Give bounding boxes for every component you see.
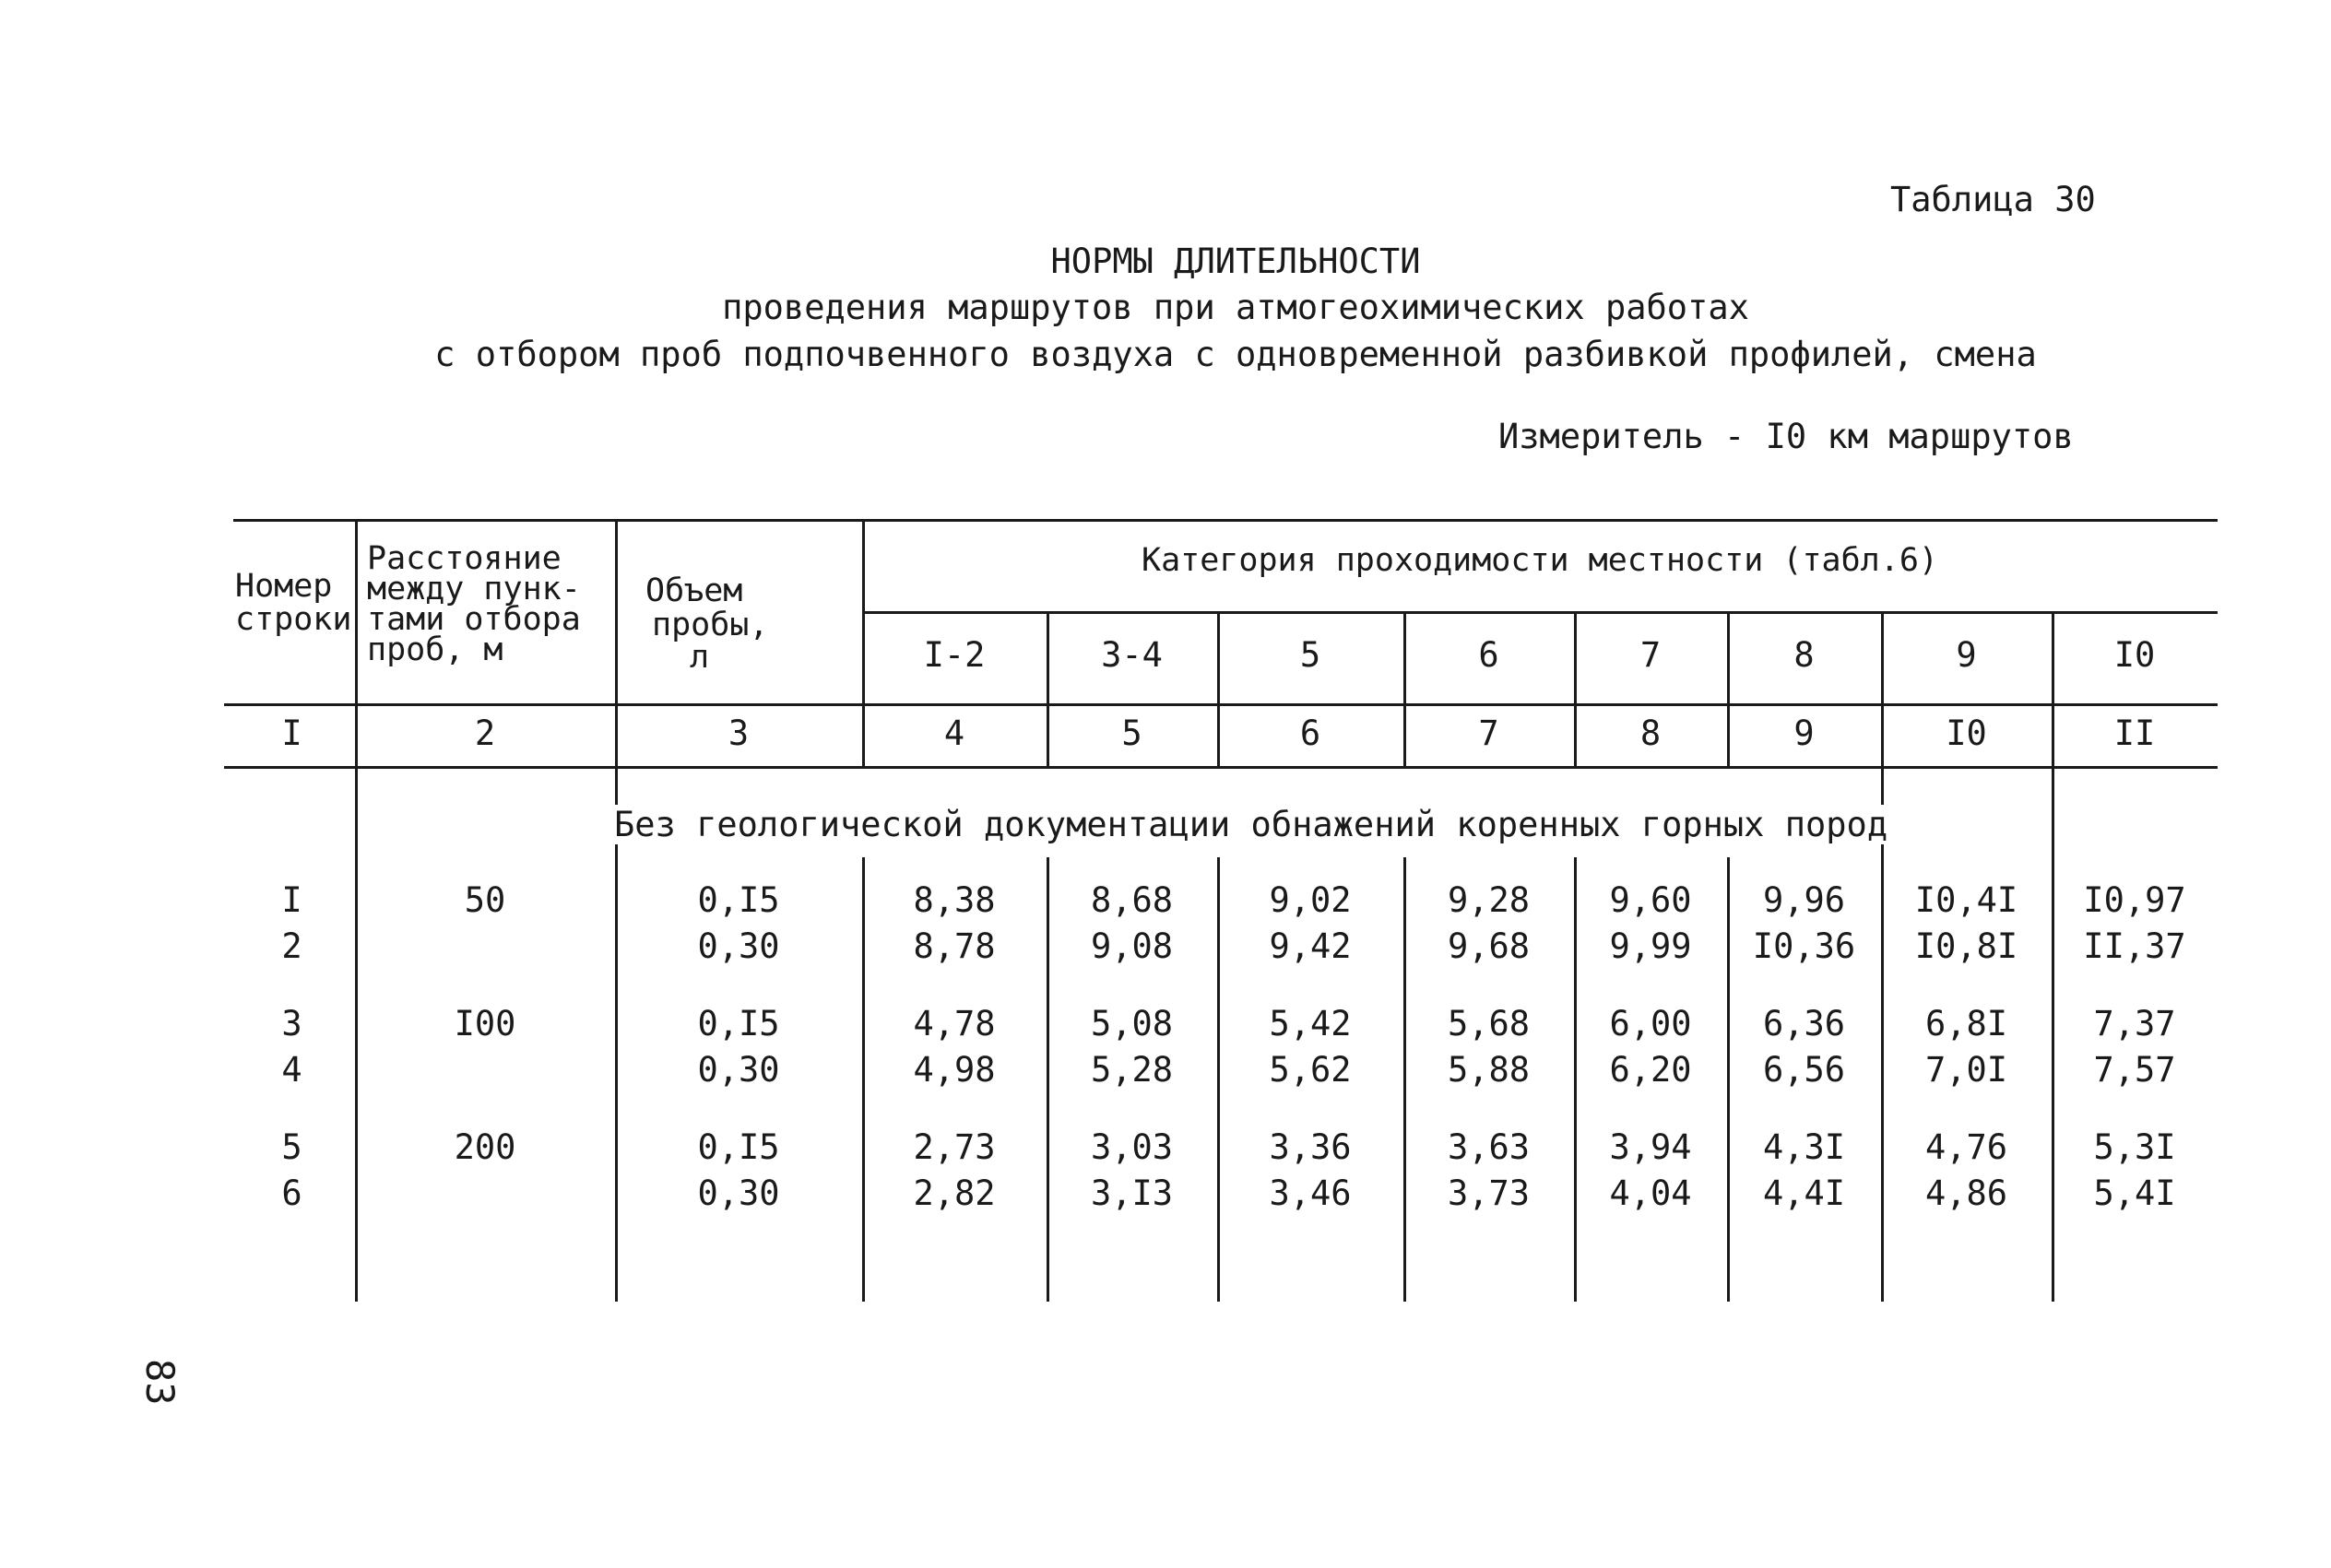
table-cell: 5,08 bbox=[1090, 1004, 1174, 1043]
header-category: 9 bbox=[1956, 635, 1977, 675]
header-category: I-2 bbox=[923, 635, 986, 675]
row-volume: 0,I5 bbox=[697, 1004, 780, 1043]
column-number: I bbox=[281, 713, 302, 753]
page-number: 83 bbox=[137, 1359, 183, 1406]
header-volume: л bbox=[690, 639, 710, 676]
header-volume: Объем bbox=[645, 572, 743, 609]
table-cell: 7,57 bbox=[2093, 1050, 2176, 1090]
column-number: 9 bbox=[1793, 713, 1815, 753]
row-number: 5 bbox=[281, 1127, 302, 1167]
row-volume: 0,30 bbox=[697, 926, 780, 966]
table-cell: 3,94 bbox=[1609, 1127, 1692, 1167]
table-cell: 3,36 bbox=[1269, 1127, 1352, 1167]
table-cell: 6,00 bbox=[1609, 1004, 1692, 1043]
table-cell: II,37 bbox=[2083, 926, 2186, 966]
header-category: 8 bbox=[1793, 635, 1815, 675]
table-cell: I0,4I bbox=[1914, 880, 2018, 920]
table-cell: 9,02 bbox=[1269, 880, 1352, 920]
row-volume: 0,I5 bbox=[697, 880, 780, 920]
table-cell: 5,68 bbox=[1447, 1004, 1531, 1043]
row-number: I bbox=[281, 880, 302, 920]
table-cell: 3,73 bbox=[1447, 1173, 1531, 1213]
column-number: 4 bbox=[943, 713, 965, 753]
document-title: НОРМЫ ДЛИТЕЛЬНОСТИ bbox=[1050, 242, 1421, 281]
table-cell: 3,46 bbox=[1269, 1173, 1352, 1213]
table-cell: 9,60 bbox=[1609, 880, 1692, 920]
header-volume: пробы, bbox=[652, 607, 769, 643]
column-number: 7 bbox=[1478, 713, 1499, 753]
column-number: 3 bbox=[728, 713, 750, 753]
header-category: 5 bbox=[1299, 635, 1321, 675]
header-distance: Расстояние bbox=[367, 540, 562, 577]
table-cell: 3,03 bbox=[1090, 1127, 1174, 1167]
row-volume: 0,I5 bbox=[697, 1127, 780, 1167]
row-distance: 200 bbox=[454, 1127, 516, 1167]
header-bottom-rule bbox=[224, 703, 2218, 706]
table-cell: 7,0I bbox=[1924, 1050, 2008, 1090]
header-category-group: Категория проходимости местности (табл.6) bbox=[1142, 542, 1938, 579]
table-top-rule bbox=[233, 519, 2218, 522]
table-cell: 5,88 bbox=[1447, 1050, 1531, 1090]
table-cell: 4,4I bbox=[1762, 1173, 1846, 1213]
table-cell: 7,37 bbox=[2093, 1004, 2176, 1043]
table-cell: 4,04 bbox=[1609, 1173, 1692, 1213]
table-cell: 5,62 bbox=[1269, 1050, 1352, 1090]
row-volume: 0,30 bbox=[697, 1050, 780, 1090]
category-subheader-rule bbox=[862, 611, 2218, 614]
table-cell: 9,68 bbox=[1447, 926, 1531, 966]
row-distance: I00 bbox=[454, 1004, 516, 1043]
table-cell: 9,28 bbox=[1447, 880, 1531, 920]
table-cell: 4,98 bbox=[913, 1050, 996, 1090]
column-number: 2 bbox=[474, 713, 496, 753]
header-category: I0 bbox=[2113, 635, 2156, 675]
table-cell: 6,20 bbox=[1609, 1050, 1692, 1090]
table-cell: 4,86 bbox=[1924, 1173, 2008, 1213]
column-numbers-rule bbox=[224, 766, 2218, 769]
table-cell: 6,8I bbox=[1924, 1004, 2008, 1043]
table-cell: 6,56 bbox=[1762, 1050, 1846, 1090]
row-number: 3 bbox=[281, 1004, 302, 1043]
table-cell: 9,96 bbox=[1762, 880, 1846, 920]
table-cell: 8,38 bbox=[913, 880, 996, 920]
table-cell: 3,I3 bbox=[1090, 1173, 1174, 1213]
table-cell: I0,8I bbox=[1914, 926, 2018, 966]
table-cell: 3,63 bbox=[1447, 1127, 1531, 1167]
table-cell: 2,73 bbox=[913, 1127, 996, 1167]
column-number: 6 bbox=[1299, 713, 1321, 753]
table-cell: 9,99 bbox=[1609, 926, 1692, 966]
table-cell: 9,42 bbox=[1269, 926, 1352, 966]
column-divider bbox=[615, 766, 618, 808]
table-cell: 6,36 bbox=[1762, 1004, 1846, 1043]
table-cell: 4,3I bbox=[1762, 1127, 1846, 1167]
column-number: 5 bbox=[1121, 713, 1142, 753]
document-subtitle: проведения маршрутов при атмогеохимических работах bbox=[722, 288, 1749, 327]
document-subtitle: с отбором проб подпочвенного воздуха с одновременной разбивкой профилей, смена bbox=[434, 335, 2037, 374]
column-number: II bbox=[2113, 713, 2156, 753]
table-cell: I0,97 bbox=[2083, 880, 2186, 920]
header-distance: проб, м bbox=[367, 631, 503, 668]
table-cell: 4,76 bbox=[1924, 1127, 2008, 1167]
header-category: 6 bbox=[1478, 635, 1499, 675]
table-cell: 8,68 bbox=[1090, 880, 1174, 920]
header-distance: между пунк- bbox=[367, 571, 581, 607]
table-label: Таблица 30 bbox=[1890, 180, 2096, 219]
table-cell: 8,78 bbox=[913, 926, 996, 966]
row-volume: 0,30 bbox=[697, 1173, 780, 1213]
header-category: 3-4 bbox=[1101, 635, 1163, 675]
column-number: 8 bbox=[1639, 713, 1662, 753]
header-row-number: строки bbox=[235, 601, 352, 638]
table-cell: 5,4I bbox=[2093, 1173, 2176, 1213]
table-cell: 9,08 bbox=[1090, 926, 1174, 966]
measure-unit: Измеритель - I0 км маршрутов bbox=[1498, 417, 2074, 456]
header-distance: тами отбора bbox=[367, 601, 581, 638]
row-number: 4 bbox=[281, 1050, 302, 1090]
column-number: I0 bbox=[1946, 713, 1987, 753]
header-category: 7 bbox=[1639, 635, 1662, 675]
row-distance: 50 bbox=[464, 880, 506, 920]
table-cell: 2,82 bbox=[913, 1173, 996, 1213]
table-cell: 5,42 bbox=[1269, 1004, 1352, 1043]
table-cell: 5,28 bbox=[1090, 1050, 1174, 1090]
table-cell: 5,3I bbox=[2093, 1127, 2176, 1167]
section-title: Без геологической документации обнажений коренных горных пород bbox=[610, 805, 1891, 844]
row-number: 2 bbox=[281, 926, 302, 966]
row-number: 6 bbox=[281, 1173, 302, 1213]
table-cell: I0,36 bbox=[1752, 926, 1856, 966]
table-cell: 4,78 bbox=[913, 1004, 996, 1043]
header-row-number: Номер bbox=[235, 568, 333, 605]
